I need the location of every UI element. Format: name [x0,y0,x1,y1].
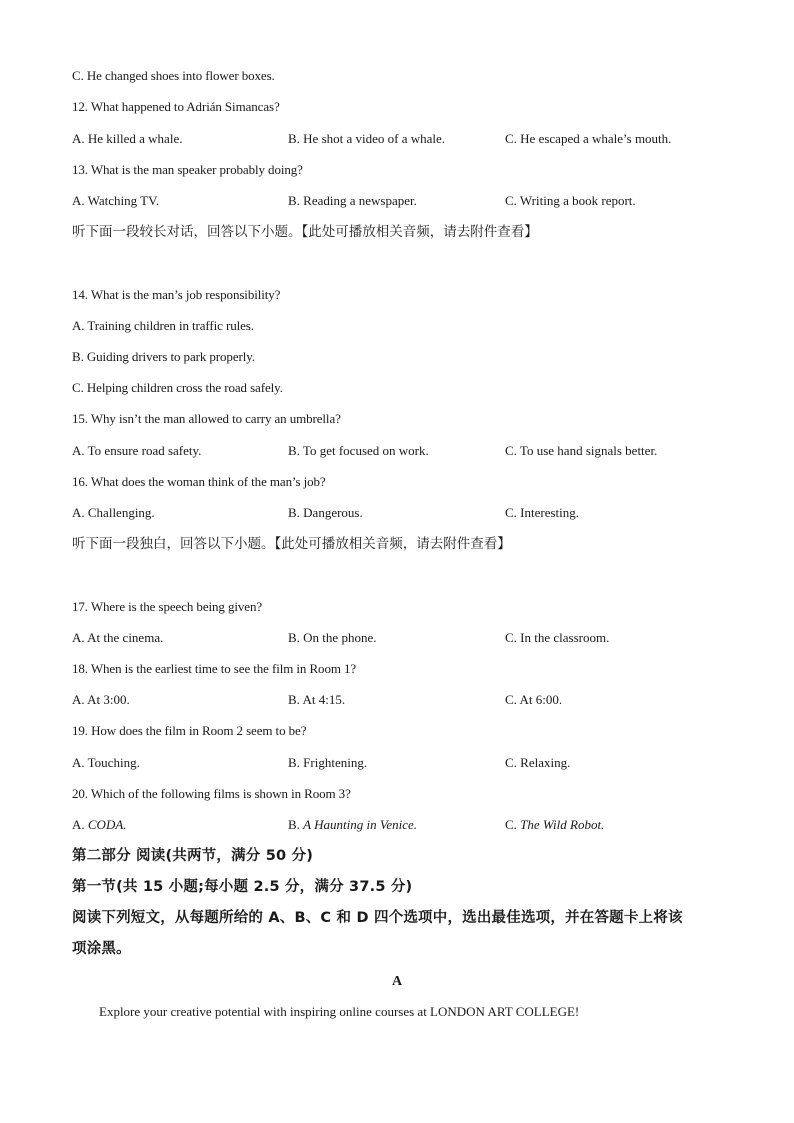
q17-option-b: B. On the phone. [288,630,377,645]
q12-question: 12. What happened to Adrián Simancas? [72,99,280,114]
q15-option-b: B. To get focused on work. [288,443,429,458]
long-dialog-instruction: 听下面一段较长对话，回答以下小题。【此处可播放相关音频，请去附件查看】 [72,224,538,240]
passage-letter: A [391,974,403,989]
q13-options [72,193,722,209]
q12-options [72,131,722,147]
monologue-instruction: 听下面一段独白，回答以下小题。【此处可播放相关音频，请去附件查看】 [72,536,511,552]
q18-option-a: A. At 3:00. [72,692,130,707]
q14-option-b: B. Guiding drivers to park properly. [72,349,255,364]
q20-option-a [72,817,127,833]
q17-question: 17. Where is the speech being given? [72,599,263,614]
q13-option-b: B. Reading a newspaper. [288,193,417,208]
q13-option-c: C. Writing a book report. [505,193,636,208]
q20-option-c [505,817,604,833]
q15-options [72,443,722,459]
q17-option-c: C. In the classroom. [505,630,610,645]
q14-question: 14. What is the man’s job responsibility? [72,287,281,302]
section1-heading: 第一节(共 15 小题;每小题 2.5 分，满分 37.5 分) [72,879,413,895]
q12-option-b: B. He shot a video of a whale. [288,131,446,146]
q20-option-a-title: CODA. [87,817,127,832]
q18-question: 18. When is the earliest time to see the film in Room 1? [72,661,357,676]
q13-question: 13. What is the man speaker probably doing? [72,162,303,177]
q18-option-b: B. At 4:15. [288,692,346,707]
part2-heading: 第二部分 阅读(共两节，满分 50 分) [72,848,314,864]
q17-options [72,630,722,646]
q20-option-b [288,817,417,833]
q20-question: 20. Which of the following films is shown in Room 3? [72,786,351,801]
q13-option-a: A. Watching TV. [72,193,160,208]
q14-option-c: C. Helping children cross the road safely. [72,380,283,395]
q11-option-c: C. He changed shoes into flower boxes. [72,68,275,83]
q20-option-b-prefix: B. [288,817,304,832]
reading-directions-line1: 阅读下列短文，从每题所给的 A、B、C 和 D 四个选项中，选出最佳选项，并在答题卡上将该 [72,910,683,926]
q12-option-a: A. He killed a whale. [72,131,183,146]
q15-option-a: A. To ensure road safety. [72,443,202,458]
q19-question: 19. How does the film in Room 2 seem to be? [72,723,307,738]
q12-option-c: C. He escaped a whale’s mouth. [505,131,672,146]
q19-option-c: C. Relaxing. [505,755,571,770]
q14-option-a: A. Training children in traffic rules. [72,318,254,333]
q20-option-a-prefix: A. [72,817,88,832]
q15-option-c: C. To use hand signals better. [505,443,658,458]
q16-question: 16. What does the woman think of the man’s job? [72,474,326,489]
q20-option-c-title: The Wild Robot. [520,817,605,832]
q16-option-c: C. Interesting. [505,505,580,520]
q18-options [72,692,722,708]
q19-option-b: B. Frightening. [288,755,368,770]
q16-options [72,505,722,521]
passage-first-line: Explore your creative potential with inspiring online courses at LONDON ART COLLEGE! [99,1004,580,1019]
q17-option-a: A. At the cinema. [72,630,164,645]
q19-options [72,755,722,771]
q20-option-c-prefix: C. [505,817,521,832]
reading-directions-line2: 项涂黑。 [72,941,131,957]
q19-option-a: A. Touching. [72,755,140,770]
q18-option-c: C. At 6:00. [505,692,563,707]
q20-option-b-title: A Haunting in Venice. [303,817,418,832]
q16-option-b: B. Dangerous. [288,505,363,520]
q20-options [72,817,722,833]
q15-question: 15. Why isn’t the man allowed to carry an umbrella? [72,411,341,426]
q16-option-a: A. Challenging. [72,505,155,520]
